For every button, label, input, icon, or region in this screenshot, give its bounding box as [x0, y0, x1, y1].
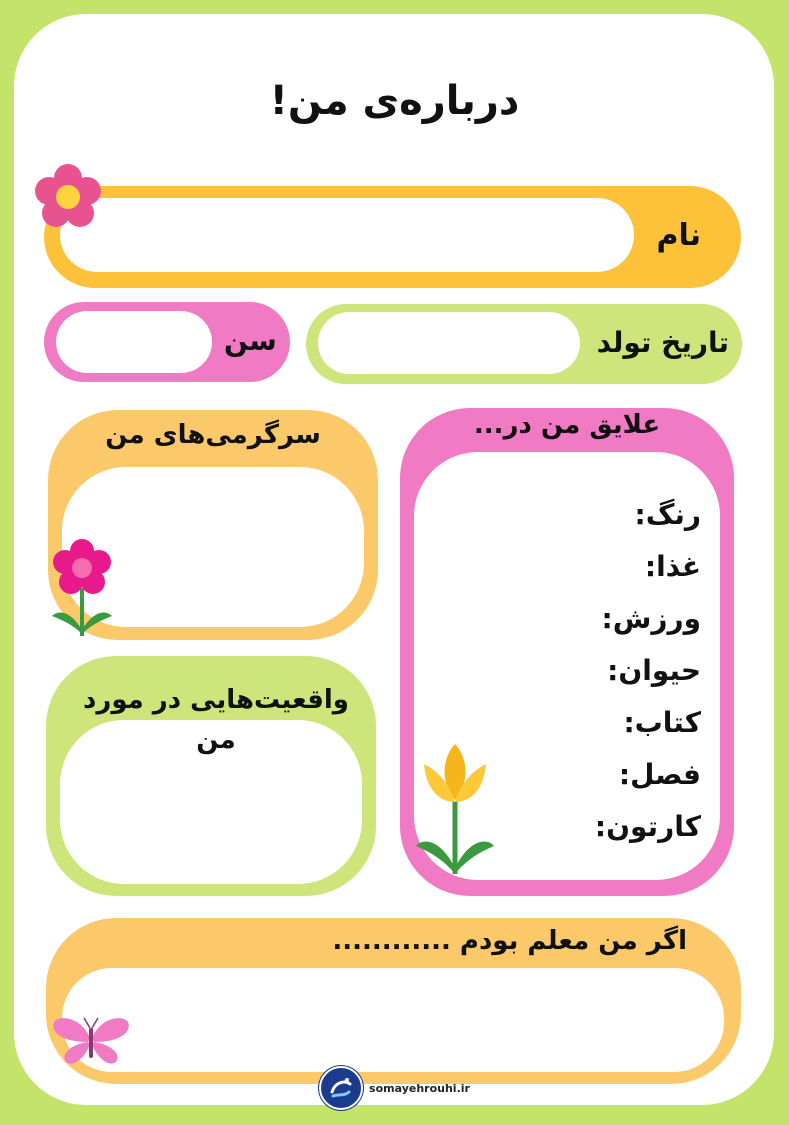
interest-food: غذا: [644, 550, 701, 583]
interest-book: کتاب: [623, 706, 701, 739]
teacher-input[interactable] [62, 968, 724, 1072]
site-url: somayehrouhi.ir [369, 1081, 470, 1095]
butterfly-icon [52, 1014, 130, 1066]
page-title: درباره‌ی من! [269, 78, 520, 124]
birth-date-input[interactable] [318, 312, 580, 374]
footer [0, 1066, 789, 1110]
hobbies-label: سرگرمی‌های من [105, 420, 321, 450]
interests-list [595, 495, 701, 859]
flower-icon [34, 163, 102, 231]
name-label: نام [656, 218, 701, 253]
interests-label: علایق من در... [473, 410, 661, 440]
age-input[interactable] [56, 311, 212, 373]
age-label: سن [224, 324, 277, 357]
birth-date-label: تاریخ تولد [596, 326, 729, 359]
facts-label: واقعیت‌هایی در مورد من [83, 685, 349, 755]
interest-sport: ورزش: [601, 602, 701, 635]
name-input[interactable] [60, 198, 634, 272]
logo-icon [319, 1066, 363, 1110]
tulip-icon [416, 742, 494, 880]
interest-color: رنگ: [634, 498, 701, 531]
interest-animal: حیوان: [607, 654, 701, 687]
pink-flower-icon [50, 538, 114, 640]
interest-season: فصل: [618, 758, 701, 791]
interest-cartoon: کارتون: [594, 810, 701, 843]
teacher-label: اگر من معلم بودم ............ [332, 926, 687, 956]
